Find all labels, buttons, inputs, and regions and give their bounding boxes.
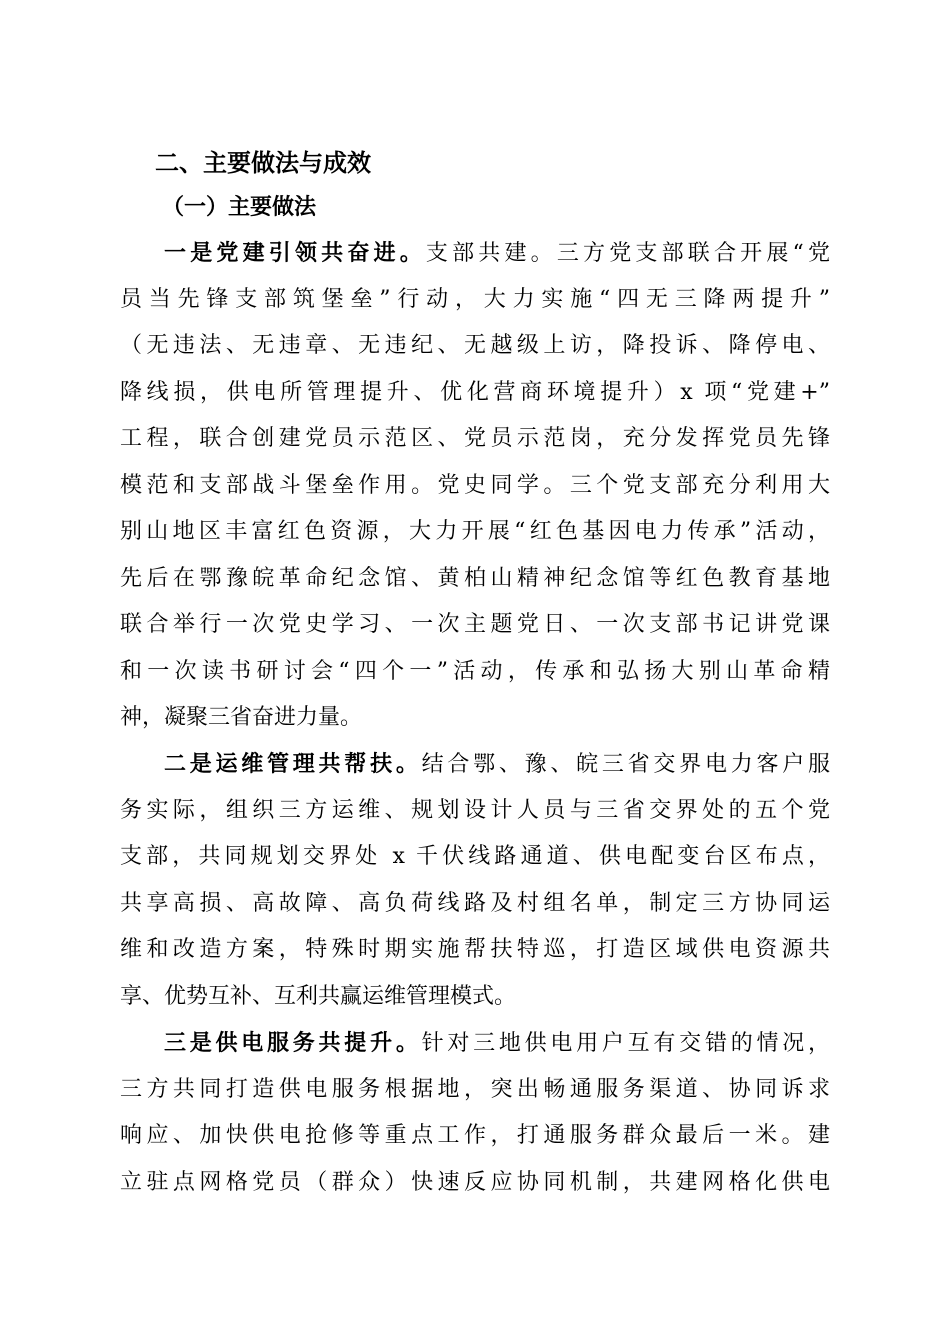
paragraph-line xyxy=(120,741,830,788)
paragraph-line: 神，凝聚三省奋进力量。 xyxy=(120,705,363,730)
paragraph-line: 降线损，供电所管理提升、优化营商环境提升）x 项“党建+” xyxy=(120,379,830,405)
paragraph-line: 模范和支部战斗堡垒作用。党史同学。三个党支部充分利用大 xyxy=(120,472,830,498)
paragraph-text: 结合鄂、豫、皖三省交界电力客户服 xyxy=(421,752,830,777)
paragraph-line: 三方共同打造供电服务根据地，突出畅通服务渠道、协同诉求 xyxy=(120,1076,830,1102)
paragraph-line: 工程，联合创建党员示范区、党员示范岗，充分发挥党员先锋 xyxy=(120,426,830,451)
subsection-title: （一）主要做法 xyxy=(162,194,317,220)
paragraph-line: 员当先锋支部筑堡垒”行动，大力实施“四无三降两提升” xyxy=(120,286,830,312)
paragraph-line: 立驻点网格党员（群众）快速反应协同机制，共建网格化供电 xyxy=(120,1169,830,1195)
paragraph-line xyxy=(120,1020,830,1067)
paragraph-operation-maintenance xyxy=(120,741,830,1020)
section-title: 二、主要做法与成效 xyxy=(155,149,371,177)
paragraph-text: 针对三地供电用户互有交错的情况， xyxy=(421,1031,830,1056)
paragraph-lead: 一是党建引领共奋进。 xyxy=(164,240,426,266)
paragraph-lead: 三是供电服务共提升。 xyxy=(164,1030,422,1056)
paragraph-line: 别山地区丰富红色资源，大力开展“红色基因电力传承”活动， xyxy=(120,519,830,544)
paragraph-line: 共享高损、高故障、高负荷线路及村组名单，制定三方协同运 xyxy=(120,890,830,916)
paragraph-line xyxy=(120,230,830,277)
paragraph-line: 务实际，组织三方运维、规划设计人员与三省交界处的五个党 xyxy=(120,797,830,823)
paragraph-line: 先后在鄂豫皖革命纪念馆、黄柏山精神纪念馆等红色教育基地 xyxy=(120,565,830,591)
paragraph-line: 维和改造方案，特殊时期实施帮扶特巡，打造区域供电资源共 xyxy=(120,937,830,962)
paragraph-line: 联合举行一次党史学习、一次主题党日、一次支部书记讲党课 xyxy=(120,612,830,637)
paragraph-text: 支部共建。三方党支部联合开展“党 xyxy=(425,241,830,266)
paragraph-line: （无违法、无违章、无违纪、无越级上访，降投诉、降停电、 xyxy=(120,333,830,358)
paragraph-party-building xyxy=(120,230,830,742)
paragraph-lead: 二是运维管理共帮扶。 xyxy=(164,751,422,777)
paragraph-power-service xyxy=(120,1020,830,1206)
paragraph-line: 和一次读书研讨会“四个一”活动，传承和弘扬大别山革命精 xyxy=(120,658,830,684)
paragraph-line: 支部，共同规划交界处 x 千伏线路通道、供电配变台区布点， xyxy=(120,844,830,869)
paragraph-line: 享、优势互补、互利共赢运维管理模式。 xyxy=(120,983,517,1009)
paragraph-line: 响应、加快供电抢修等重点工作，打通服务群众最后一米。建 xyxy=(120,1123,830,1148)
